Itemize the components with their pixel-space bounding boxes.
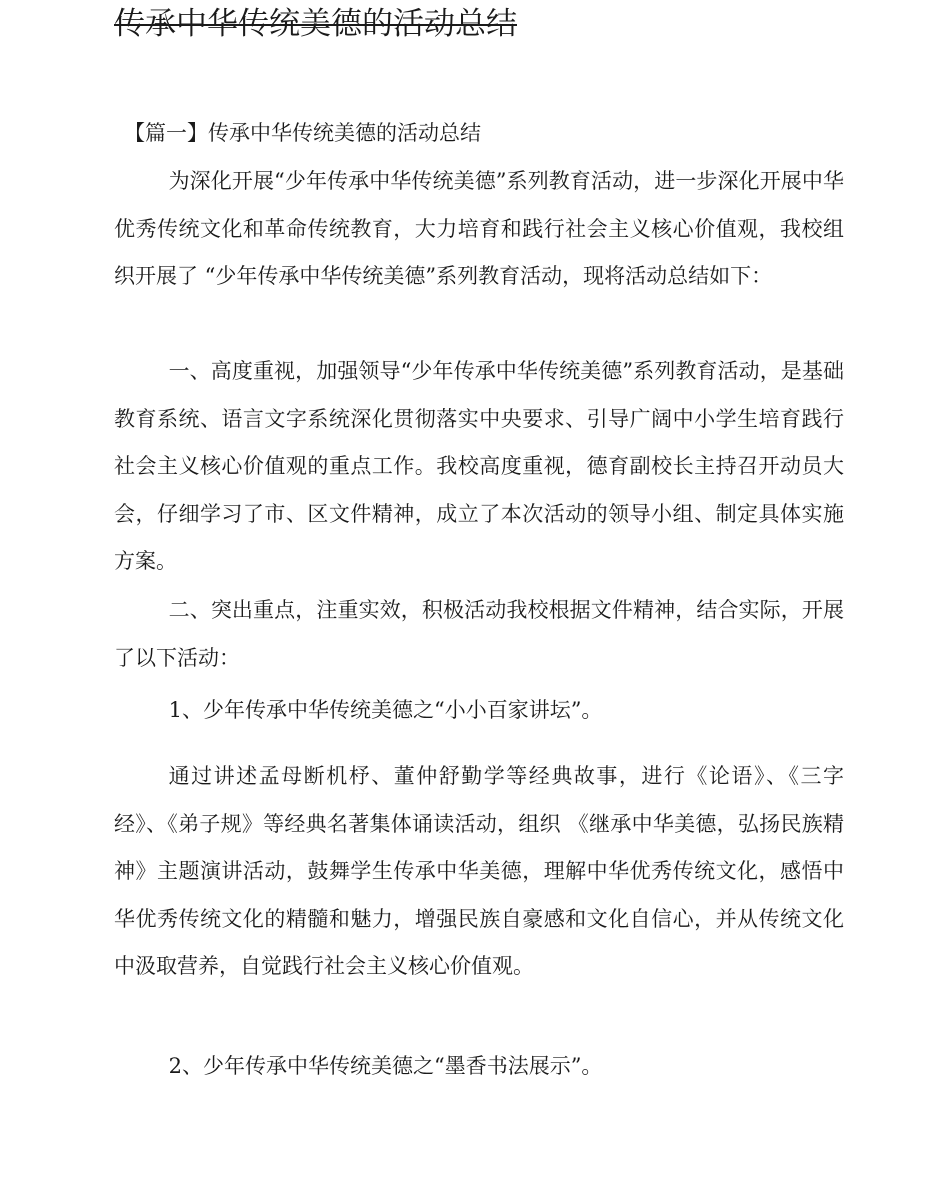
paragraph-item-one-body: 通过讲述孟母断机杼、董仲舒勤学等经典故事，进行《论语》、《三字经》、《弟子规》等经典名著集体诵读活动，组织 《继承中华美德，弘扬民族精神》主题演讲活动，鼓舞学生传承中华美德，理解中华优秀传统文化，感悟中华优秀传统文化的精髓和魅力，增强民族自豪感和文化自信心，并从传统文化中汲取营养，自觉践行社会主义核心价值观。 [114,764,844,978]
paragraph-intro: 为深化开展“少年传承中华传统美德”系列教育活动，进一步深化开展中华优秀传统文化和革命传统教育，大力培育和践行社会主义核心价值观，我校组织开展了 “少年传承中华传统美德”系列教育活动，现将活动总结如下： [114,169,844,288]
list-item-one: 1、少年传承中华传统美德之“小小百家讲坛”。 [168,698,603,722]
paragraph-part-two: 二、突出重点，注重实效，积极活动我校根据文件精神，结合实际，开展了以下活动： [114,598,844,670]
list-item-two: 2、少年传承中华传统美德之“墨香书法展示”。 [168,1054,603,1078]
paragraph-part-one: 一、高度重视，加强领导“少年传承中华传统美德”系列教育活动，是基础教育系统、语言文字系统深化贯彻落实中央要求、引导广阔中小学生培育践行社会主义核心价值观的重点工作。我校高度重视，德育副校长主持召开动员大会，仔细学习了市、区文件精神，成立了本次活动的领导小组、制定具体实施方案。 [114,359,844,573]
section-heading: 【篇一】传承中华传统美德的活动总结 [124,121,481,145]
document-title: 传承中华传统美德的活动总结 [114,6,517,42]
